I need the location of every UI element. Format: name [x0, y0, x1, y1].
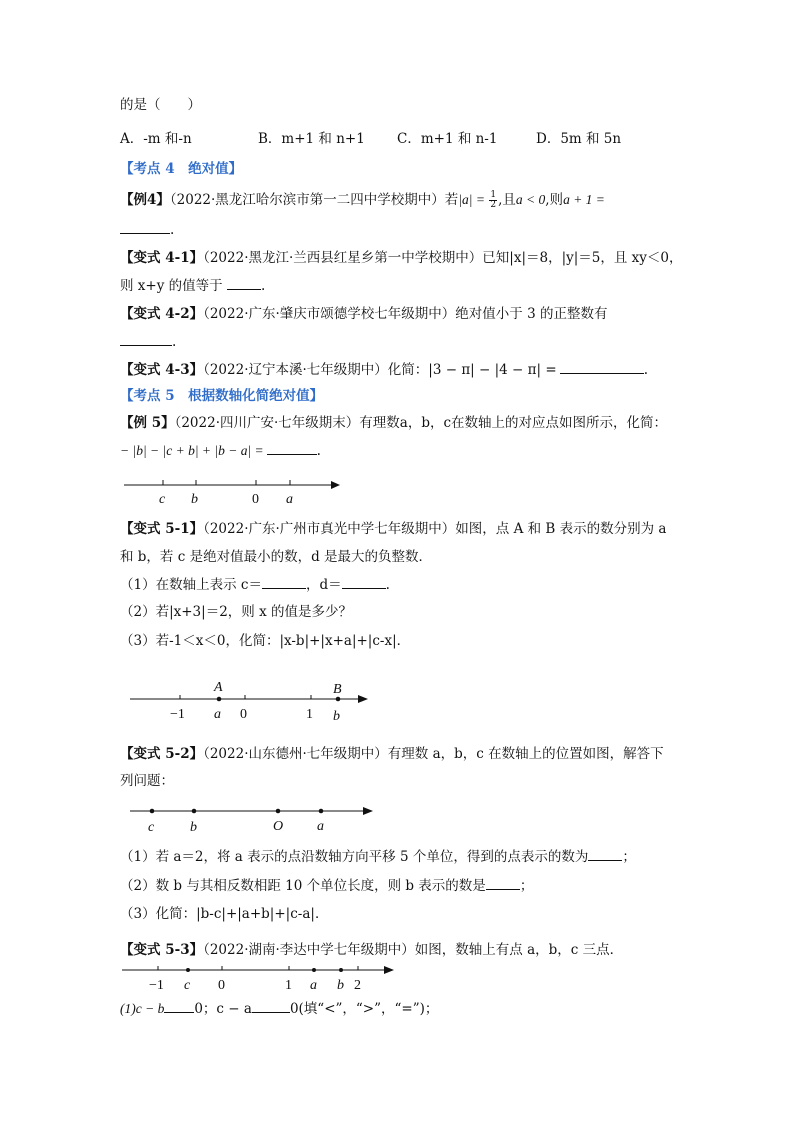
- v52-line2: 列问题：: [120, 773, 174, 789]
- v53-tag: 【变式 5-3】: [120, 942, 204, 958]
- axis4-label-b: b: [337, 978, 344, 993]
- axis4-label-1: 1: [285, 978, 292, 993]
- ex4-math3: a + 1 =: [563, 192, 605, 207]
- axis3-label-O: O: [273, 819, 284, 834]
- question-tail: 的是（ ）: [120, 97, 201, 113]
- axis1-label-b: b: [191, 492, 198, 507]
- ex4-tag: 【例4】: [120, 192, 170, 208]
- axis4-label-a: a: [310, 978, 317, 993]
- v42-tag: 【变式 4-2】: [120, 306, 204, 322]
- axis2-label-0: 0: [240, 707, 247, 722]
- ex4-end: .: [170, 222, 175, 238]
- v51-q3: （3）若-1＜x＜0，化简：|x-b|+|x+a|+|c-x|．: [120, 633, 411, 649]
- v41-line2a: 则 x+y 的值等于: [120, 278, 223, 294]
- axis4-label-0: 0: [218, 978, 225, 993]
- axis1-label-a: a: [286, 492, 293, 507]
- axis4-label-c: c: [184, 978, 191, 993]
- ex4-frac-den: 2: [490, 200, 497, 210]
- v51-line2: 和 b，若 c 是绝对值最小的数，d 是最大的负整数．: [120, 549, 433, 565]
- v41-tag: 【变式 4-1】: [120, 250, 204, 266]
- v43-tag: 【变式 4-3】: [120, 362, 204, 378]
- ex4-source: （2022·黑龙江哈尔滨市第一二四中学校期中）若: [169, 192, 459, 208]
- ex5-tag: 【例 5】: [120, 415, 175, 431]
- ex5-end: .: [316, 443, 321, 459]
- v51-q1c: .: [385, 577, 390, 593]
- v51-q2: （2）若|x+3|＝2，则 x 的值是多少？: [120, 604, 352, 620]
- axis4-point-b: [339, 968, 343, 972]
- axis3-label-b: b: [190, 820, 197, 835]
- v51-q1b: ，d＝: [305, 577, 342, 593]
- v43-text: （2022·辽宁本溪·七年级期中）化简：|3 − π| − |4 − π| =: [203, 362, 557, 378]
- axis4-point-a: [312, 968, 316, 972]
- kp5-heading: 【考点 5 根据数轴化简绝对值】: [120, 388, 324, 404]
- axis2-label-b: b: [333, 709, 340, 724]
- v53-blank-1: [164, 999, 194, 1013]
- axis4-point-c: [186, 968, 190, 972]
- ex4-frac-num: 1: [490, 190, 497, 200]
- ex5-line1: （2022·四川广安·七年级期末）有理数a，b，c在数轴上的对应点如图所示，化简：: [174, 415, 668, 431]
- v52-q3: （3）化简：|b-c|+|a+b|+|c-a|．: [120, 906, 329, 922]
- ex4-mid2: ,则: [545, 192, 564, 208]
- v43-end: .: [643, 362, 648, 378]
- v52-q1a: （1）若 a＝2，将 a 表示的点沿数轴方向平移 5 个单位，得到的点表示的数为: [120, 849, 589, 865]
- axis2-label-1: 1: [306, 707, 313, 722]
- option-c: C．m+1 和 n-1: [397, 131, 498, 147]
- v51-line1: （2022·广东·广州市真光中学七年级期中）如图，点 A 和 B 表示的数分别为 a: [203, 521, 667, 537]
- axis4-label-neg1: −1: [149, 978, 164, 993]
- ex5-expr: − |b| − |c + b| + |b − a| =: [120, 443, 264, 458]
- axis2-label-neg1: −1: [170, 707, 185, 722]
- v52-tag: 【变式 5-2】: [120, 746, 204, 762]
- v51-tag: 【变式 5-1】: [120, 521, 204, 537]
- axis1-label-0: 0: [252, 492, 259, 507]
- axis4-label-2: 2: [354, 978, 361, 993]
- axis4-arrow: [384, 966, 394, 974]
- option-a: A．-m 和-n: [120, 131, 192, 147]
- v51-q1a: （1）在数轴上表示 c＝: [120, 577, 262, 593]
- v52-q2a: （2）数 b 与其相反数相距 10 个单位长度，则 b 表示的数是: [120, 878, 486, 894]
- option-d: D．5m 和 5n: [536, 131, 622, 147]
- v41-line2b: .: [260, 278, 266, 294]
- v52-q2b: ；: [519, 878, 534, 894]
- v42-line1: （2022·广东·肇庆市颂德学校七年级期中）绝对值小于 3 的正整数有: [203, 306, 608, 322]
- v52-q1b: ；: [622, 849, 636, 865]
- axis3-label-a: a: [317, 819, 324, 834]
- axis2-label-A: A: [214, 680, 223, 695]
- ex4-math2: a < 0: [515, 192, 546, 207]
- v42-end: .: [172, 334, 177, 350]
- v53-q1: [120, 999, 438, 1018]
- v41-line1: （2022·黑龙江·兰西县红星乡第一中学校期中）已知|x|＝8，|y|＝5，且 xy＜0，: [203, 250, 683, 266]
- v53-line1: （2022·湖南·李达中学七年级期中）如图，数轴上有点 a，b，c 三点．: [203, 942, 624, 958]
- v53-q1b: 0；c − a: [194, 1001, 252, 1017]
- ex4-mid: ,且: [498, 192, 516, 208]
- v53-q1a: (1)c − b: [120, 1001, 165, 1016]
- kp4-heading: 【考点 4 绝对值】: [120, 161, 243, 177]
- axis3-label-c: c: [148, 820, 155, 835]
- axis2-label-a: a: [214, 707, 221, 722]
- axis2-label-B: B: [333, 682, 342, 697]
- option-b: B．m+1 和 n+1: [258, 131, 365, 147]
- ex4-math1: |a| =: [458, 192, 489, 207]
- v52-line1: （2022·山东德州·七年级期中）有理数 a，b，c 在数轴上的位置如图，解答下: [203, 746, 664, 762]
- v53-q1c: 0(填“<”，“>”，“=”)；: [289, 1001, 439, 1017]
- v53-blank-2: [252, 999, 290, 1013]
- axis1-label-c: c: [159, 492, 166, 507]
